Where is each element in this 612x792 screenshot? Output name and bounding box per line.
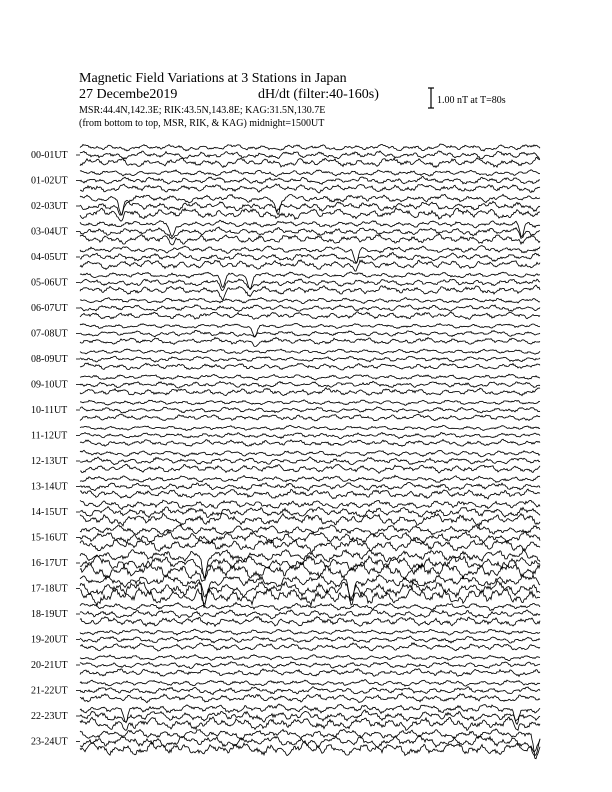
hour-row [31,602,540,626]
hour-label: 18-19UT [31,609,68,620]
trace-kag [80,400,540,406]
trace-rik [80,433,540,439]
trace-kag [80,144,540,151]
hour-label: 08-09UT [31,354,68,365]
hour-row [31,704,540,731]
trace-msr [80,538,540,553]
quantity-filter: dH/dt (filter:40-160s) [258,87,379,102]
trace-rik [80,381,540,388]
trace-rik [80,580,540,600]
scale-label: 1.00 nT at T=80s [437,95,506,106]
hour-label: 11-12UT [31,430,68,442]
trace-kag [80,298,540,304]
trace-rik [80,687,540,695]
trace-rik [80,356,540,362]
trace-msr [80,208,540,221]
trace-rik [80,636,540,643]
trace-msr [80,337,540,346]
trace-msr [80,464,540,473]
chart-title: Magnetic Field Variations at 3 Stations in Japan [79,71,347,86]
hour-label: 07-08UT [31,328,68,340]
hour-row [31,246,540,272]
trace-kag [80,272,540,289]
hour-row [31,475,540,499]
hour-row [31,170,540,193]
hour-label: 16-17UT [31,558,68,569]
chart-date: 27 Decembe2019 [79,87,178,102]
hour-row [31,425,540,446]
hour-label: 05-06UT [31,277,68,289]
hour-label: 13-14UT [31,481,68,493]
hour-row [31,629,540,651]
hour-row [31,400,540,421]
hour-label: 17-18UT [31,583,68,595]
hour-label: 20-21UT [31,660,68,671]
hour-row [31,144,540,167]
trace-kag [80,475,540,482]
trace-msr [80,157,540,167]
trace-msr [80,439,540,446]
station-coordinates: MSR:44.4N,142.3E; RIK:43.5N,143.8E; KAG:31.5N,130.7E [79,105,326,116]
hour-label: 04-05UT [31,252,68,263]
trace-rik [80,331,540,337]
trace-msr [80,312,540,320]
trace-msr [80,184,540,193]
hour-label: 14-15UT [31,507,68,518]
hour-row [31,655,540,677]
trace-kag [80,680,540,687]
hour-row [31,194,540,221]
trace-kag [80,500,540,509]
hour-row [31,298,540,320]
trace-rik [80,201,540,215]
trace-rik [80,253,540,264]
trace-kag [80,374,540,380]
trace-msr [80,669,540,677]
hour-label: 01-02UT [31,175,68,187]
trace-msr [80,234,540,244]
trace-msr [80,693,540,703]
hour-label: 00-01UT [31,150,68,161]
hour-row [31,450,540,473]
hour-row [31,575,540,608]
hour-label: 23-24UT [31,736,68,748]
hour-row [31,680,540,703]
trace-msr [80,643,540,651]
hour-label: 06-07UT [31,303,68,314]
trace-kag [80,575,540,605]
trace-rik [80,482,540,490]
hour-row [31,324,540,347]
trace-rik [80,176,540,184]
trace-msr [80,388,540,396]
trace-rik [80,736,540,752]
hour-label: 22-23UT [31,711,68,722]
trace-rik [80,457,540,465]
hour-row [31,220,540,245]
trace-rik [80,610,540,619]
trace-msr [80,260,540,271]
hour-row [31,374,540,395]
trace-rik [80,151,540,159]
hour-label: 21-22UT [31,685,68,697]
trace-rik [80,305,540,312]
trace-msr [80,717,540,731]
trace-msr [80,285,540,300]
trace-kag [80,246,540,263]
trace-kag [80,629,540,635]
hour-row [31,729,540,759]
hour-row [31,500,540,527]
hour-label: 15-16UT [31,532,68,544]
station-order-note: (from bottom to top, MSR, RIK, & KAG) midnight=1500UT [79,118,325,129]
trace-kag [80,349,540,354]
trace-kag [80,425,540,430]
trace-rik [80,662,540,669]
hour-row [31,272,540,300]
hour-label: 03-04UT [31,226,68,238]
trace-msr [80,617,540,627]
trace-msr [80,363,540,370]
hour-label: 10-11UT [31,405,68,416]
hour-label: 02-03UT [31,201,68,212]
trace-msr [80,513,540,527]
trace-rik [80,407,540,413]
hour-row [31,525,540,552]
trace-kag [80,655,540,661]
hour-label: 12-13UT [31,456,68,467]
trace-kag [80,450,540,457]
trace-rik [80,227,540,239]
hour-label: 19-20UT [31,634,68,646]
trace-kag [80,170,540,177]
hour-label: 09-10UT [31,379,68,391]
hour-row [31,349,540,370]
trace-msr [80,489,540,499]
trace-msr [80,414,540,421]
